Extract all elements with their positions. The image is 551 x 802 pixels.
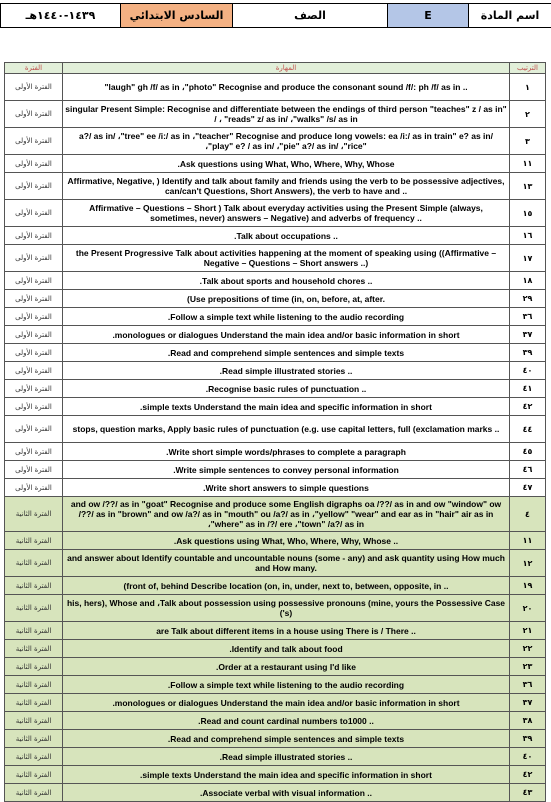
row-skill: .Follow a simple text while listening to the audio recording <box>63 676 510 694</box>
row-number: ٢٣ <box>510 658 546 676</box>
row-term: الفترة الثانية <box>5 694 63 712</box>
row-number: ٣٨ <box>510 712 546 730</box>
row-skill: "laugh" gh /f/ as in ،"photo" Recognise and produce the consonant sound /f/: ph /f/ as in .. <box>63 74 510 101</box>
row-number: ٤٦ <box>510 461 546 479</box>
row-number: ١٦ <box>510 227 546 245</box>
table-row <box>5 640 546 658</box>
row-number: ٢٠ <box>510 595 546 622</box>
row-skill: .Write short simple words/phrases to complete a paragraph <box>63 443 510 461</box>
row-number: ١ <box>510 74 546 101</box>
table-row <box>5 398 546 416</box>
table-row <box>5 362 546 380</box>
row-term: الفترة الأولى <box>5 398 63 416</box>
row-term: الفترة الثانية <box>5 658 63 676</box>
row-skill: a?/ as in/ ،"tree" ee /i:/ as in ،"teacher" Recognise and produce long vowels: ea /i:/ as in train" e? as in/ ،"play" e? / as in/ ،"pie" a?/ as in/ ،"rice" <box>63 128 510 155</box>
row-term: الفترة الثانية <box>5 748 63 766</box>
row-term: الفترة الأولى <box>5 290 63 308</box>
table-row <box>5 416 546 443</box>
row-number: ٣٩ <box>510 344 546 362</box>
row-number: ٢٢ <box>510 640 546 658</box>
row-term: الفترة الأولى <box>5 272 63 290</box>
row-skill: .Write simple sentences to convey personal information <box>63 461 510 479</box>
row-skill: and ow /??/ as in "goat" Recognise and produce some English digraphs oa /??/ as in and ow "window" ow /??/ as in "brown" and ow /a?/ as in "mouth" ou /a?/ as in ،"yellow" "wear" and ear as in "hair" air as in ،"where" as in /?/ ere ،"town" /a?/ as in <box>63 497 510 532</box>
row-skill: .monologues or dialogues Understand the main idea and/or basic information in short <box>63 694 510 712</box>
grade-value: السادس الابتدائي <box>121 4 233 28</box>
row-term: الفترة الثانية <box>5 497 63 532</box>
table-row <box>5 577 546 595</box>
row-term: الفترة الأولى <box>5 227 63 245</box>
table-row <box>5 443 546 461</box>
row-term: الفترة الأولى <box>5 155 63 173</box>
row-skill: .Read and comprehend simple sentences and simple texts <box>63 730 510 748</box>
row-number: ٤٠ <box>510 748 546 766</box>
row-skill: .monologues or dialogues Understand the main idea and/or basic information in short <box>63 326 510 344</box>
row-term: الفترة الأولى <box>5 245 63 272</box>
row-term: الفترة الأولى <box>5 443 63 461</box>
table-row <box>5 676 546 694</box>
table-row <box>5 128 546 155</box>
row-term: الفترة الأولى <box>5 461 63 479</box>
table-row <box>5 155 546 173</box>
table-row <box>5 245 546 272</box>
table-row <box>5 532 546 550</box>
row-term: الفترة الأولى <box>5 308 63 326</box>
row-number: ٣ <box>510 128 546 155</box>
table-row <box>5 461 546 479</box>
row-number: ٣٩ <box>510 730 546 748</box>
row-number: ٣٦ <box>510 676 546 694</box>
row-term: الفترة الثانية <box>5 676 63 694</box>
column-header-skill: المهارة <box>63 63 510 74</box>
table-row <box>5 730 546 748</box>
row-number: ٤ <box>510 497 546 532</box>
row-skill: .simple texts Understand the main idea and specific information in short <box>63 398 510 416</box>
row-skill: .Read simple illustrated stories .. <box>63 362 510 380</box>
row-number: ٤٤ <box>510 416 546 443</box>
table-row <box>5 595 546 622</box>
row-number: ٤٣ <box>510 784 546 802</box>
row-skill: .Ask questions using What, Who, Where, Why, Whose <box>63 155 510 173</box>
row-skill: .Associate verbal with visual information .. <box>63 784 510 802</box>
row-number: ١٥ <box>510 200 546 227</box>
row-term: الفترة الثانية <box>5 550 63 577</box>
row-number: ٤٠ <box>510 362 546 380</box>
row-skill: Affirmative, Negative, ) Identify and talk about family and friends using the verb to be possessive adjectives, can/can't Questions, Short Answers), the verb to have and .. <box>63 173 510 200</box>
row-skill: his, hers), Whose and ،Talk about possession using possessive pronouns (mine, yours the Possessive Case ('s) <box>63 595 510 622</box>
row-term: الفترة الثانية <box>5 595 63 622</box>
row-term: الفترة الأولى <box>5 128 63 155</box>
row-term: الفترة الثانية <box>5 640 63 658</box>
row-term: الفترة الثانية <box>5 712 63 730</box>
row-term: الفترة الأولى <box>5 380 63 398</box>
grade-label: الصف <box>233 4 388 28</box>
row-number: ٣٧ <box>510 326 546 344</box>
table-row <box>5 326 546 344</box>
row-number: ١٨ <box>510 272 546 290</box>
table-row <box>5 272 546 290</box>
table-row <box>5 766 546 784</box>
row-skill: Affirmative – Questions – Short ) Talk about everyday activities using the Present Simple (always, sometimes, never) answers – Negative) and adverbs of frequency .. <box>63 200 510 227</box>
row-term: الفترة الأولى <box>5 101 63 128</box>
row-number: ١٣ <box>510 173 546 200</box>
row-term: الفترة الثانية <box>5 730 63 748</box>
table-row <box>5 290 546 308</box>
row-number: ٤١ <box>510 380 546 398</box>
subject-value: E <box>388 4 469 28</box>
row-skill: (Use prepositions of time (in, on, before, at, after. <box>63 290 510 308</box>
row-term: الفترة الثانية <box>5 532 63 550</box>
row-skill: the Present Progressive Talk about activities happening at the moment of speaking using ((Affirmative – Negative – Questions – Short answers ..) <box>63 245 510 272</box>
table-row <box>5 479 546 497</box>
row-skill: .Ask questions using What, Who, Where, Why, Whose .. <box>63 532 510 550</box>
row-skill: .Read simple illustrated stories .. <box>63 748 510 766</box>
table-row <box>5 308 546 326</box>
row-term: الفترة الثانية <box>5 766 63 784</box>
row-number: ٤٥ <box>510 443 546 461</box>
row-number: ١٩ <box>510 577 546 595</box>
column-header-term: الفترة <box>5 63 63 74</box>
table-row <box>5 101 546 128</box>
row-number: ٢٩ <box>510 290 546 308</box>
table-row <box>5 200 546 227</box>
table-row <box>5 550 546 577</box>
table-row <box>5 784 546 802</box>
row-skill: (front of, behind Describe location (on, in, under, next to, between, opposite, in .. <box>63 577 510 595</box>
table-row <box>5 74 546 101</box>
row-term: الفترة الثانية <box>5 784 63 802</box>
row-term: الفترة الثانية <box>5 577 63 595</box>
row-skill: singular Present Simple: Recognise and differentiate between the endings of third person "teaches" z / as in" / ، "reads" z/ as in/ ،"walks" /s/ as in <box>63 101 510 128</box>
row-number: ٢١ <box>510 622 546 640</box>
row-skill: .Follow a simple text while listening to the audio recording <box>63 308 510 326</box>
row-number: ٣٦ <box>510 308 546 326</box>
row-skill: and answer about Identify countable and uncountable nouns (some - any) and ask quantity using How much and How many. <box>63 550 510 577</box>
table-row <box>5 497 546 532</box>
header-table <box>0 3 551 28</box>
row-skill: .Recognise basic rules of punctuation .. <box>63 380 510 398</box>
table-row <box>5 712 546 730</box>
row-skill: .simple texts Understand the main idea and specific information in short <box>63 766 510 784</box>
row-skill: are Talk about different items in a house using There is / There .. <box>63 622 510 640</box>
row-term: الفترة الأولى <box>5 344 63 362</box>
row-skill: .Talk about sports and household chores .. <box>63 272 510 290</box>
skills-table <box>4 62 546 802</box>
table-row <box>5 344 546 362</box>
skills-table-header <box>5 63 546 74</box>
row-number: ٤٢ <box>510 398 546 416</box>
row-number: ١٧ <box>510 245 546 272</box>
row-number: ٤٧ <box>510 479 546 497</box>
table-row <box>5 748 546 766</box>
table-row <box>5 658 546 676</box>
row-number: ١٢ <box>510 550 546 577</box>
row-term: الفترة الثانية <box>5 622 63 640</box>
table-row <box>5 380 546 398</box>
row-term: الفترة الأولى <box>5 74 63 101</box>
row-term: الفترة الأولى <box>5 362 63 380</box>
row-number: ٢ <box>510 101 546 128</box>
row-skill: .Read and comprehend simple sentences and simple texts <box>63 344 510 362</box>
row-term: الفترة الأولى <box>5 326 63 344</box>
row-number: ٤٢ <box>510 766 546 784</box>
row-term: الفترة الأولى <box>5 416 63 443</box>
row-skill: .Identify and talk about food <box>63 640 510 658</box>
table-row <box>5 227 546 245</box>
academic-year: ١٤٣٩-١٤٤٠هـ <box>1 4 121 28</box>
table-row <box>5 622 546 640</box>
row-term: الفترة الأولى <box>5 479 63 497</box>
row-skill: .Write short answers to simple questions <box>63 479 510 497</box>
table-row <box>5 694 546 712</box>
table-row <box>5 173 546 200</box>
row-term: الفترة الأولى <box>5 173 63 200</box>
column-header-num: الترتيب <box>510 63 546 74</box>
row-number: ٣٧ <box>510 694 546 712</box>
row-number: ١١ <box>510 155 546 173</box>
row-skill: .Talk about occupations .. <box>63 227 510 245</box>
row-skill: .Read and count cardinal numbers to1000 .. <box>63 712 510 730</box>
skills-table-body <box>5 74 546 802</box>
row-number: ١١ <box>510 532 546 550</box>
row-skill: stops, question marks, Apply basic rules of punctuation (e.g. use capital letters, full (exclamation marks .. <box>63 416 510 443</box>
row-skill: .Order at a restaurant using I'd like <box>63 658 510 676</box>
row-term: الفترة الأولى <box>5 200 63 227</box>
subject-label: اسم المادة <box>469 4 551 28</box>
